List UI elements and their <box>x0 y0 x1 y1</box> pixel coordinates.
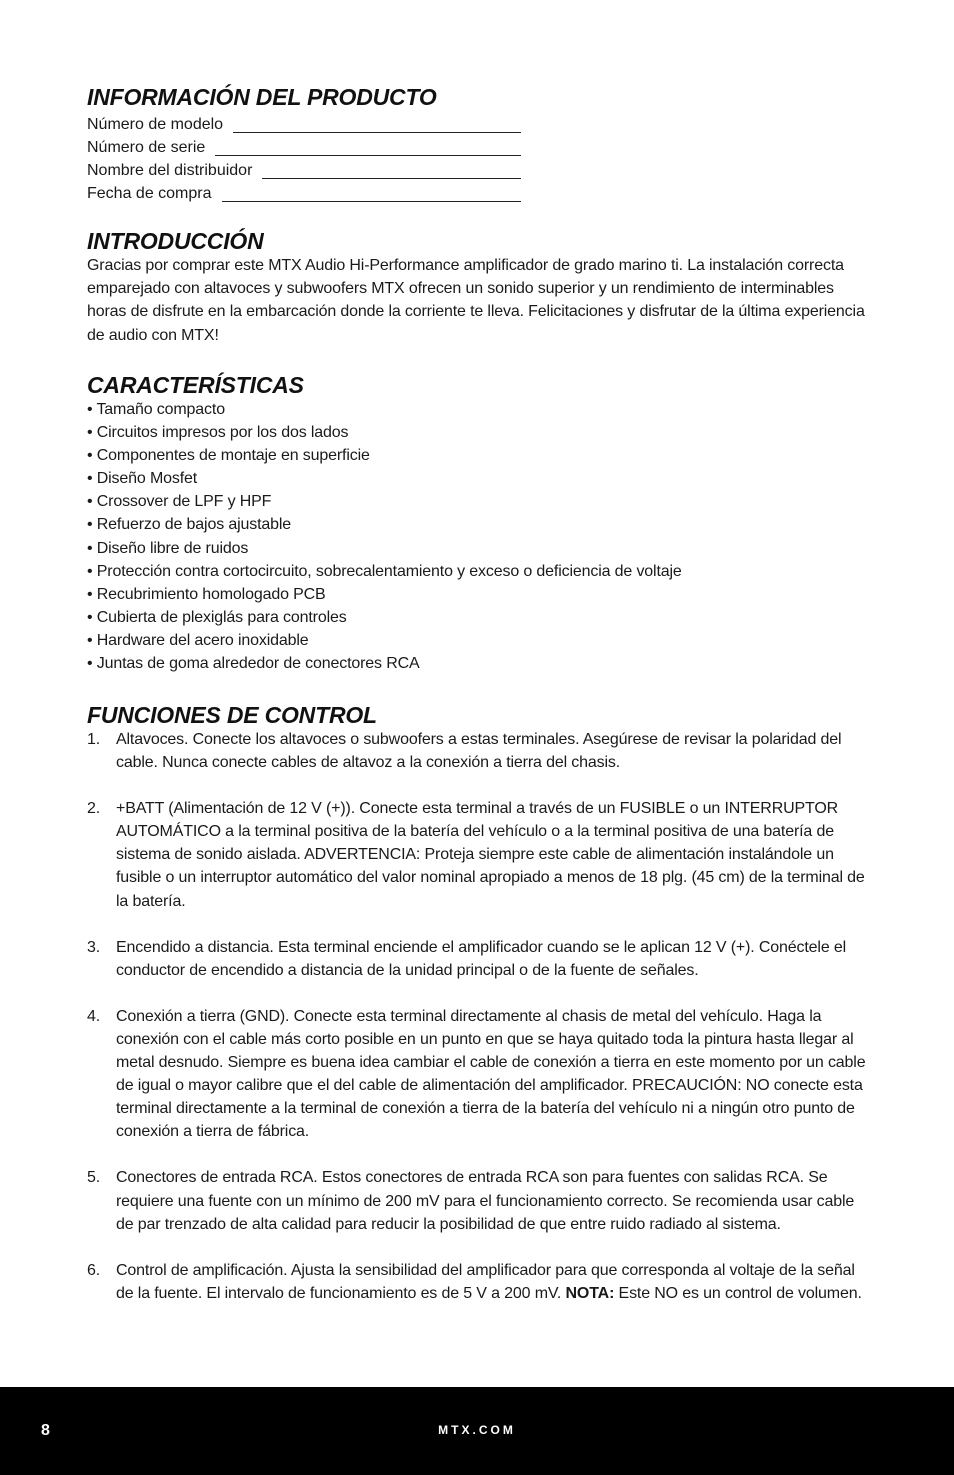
list-item: • Diseño libre de ruidos <box>87 539 249 557</box>
control-item-main-text: Control de amplificación. Ajusta la sensibilidad del amplificador para que corresponda al voltaje de la señal de la fuente. El intervalo de funcionamiento es de 5 V a 200 mV. <box>116 1261 855 1302</box>
list-item: • Cubierta de plexiglás para controles <box>87 608 347 626</box>
page-footer <box>0 1387 954 1475</box>
product-info-heading: INFORMACIÓN DEL PRODUCTO <box>87 84 437 110</box>
list-item: • Diseño Mosfet <box>87 470 198 488</box>
introduction-heading: INTRODUCCIÓN <box>87 228 264 254</box>
page-number: 8 <box>41 1422 50 1439</box>
control-item-text <box>116 1259 868 1305</box>
control-item <box>87 797 868 912</box>
control-item <box>87 1259 868 1305</box>
field-label: Nombre del distribuidor <box>87 162 253 179</box>
field-label: Número de modelo <box>87 116 224 133</box>
distributor-name-field[interactable] <box>87 159 521 182</box>
introduction-text: Gracias por comprar este MTX Audio Hi-Performance amplificador de grado marino ti. La instalación correcta emparejado con altavoces y subwoofers MTX ofrecen un sonido superior y un rendimiento de interminables horas de disfrute en la embarcación donde la corriente te lleva. Felicitaciones y disfrutar de la última experiencia de audio con MTX! <box>87 257 865 344</box>
field-label: Número de serie <box>87 139 206 156</box>
control-item-number: 4. <box>87 1007 101 1025</box>
product-info-fields <box>87 113 521 205</box>
features-section <box>87 372 682 675</box>
control-functions-section <box>87 702 868 1328</box>
field-blank-line <box>262 177 521 179</box>
control-item <box>87 1166 868 1235</box>
control-item-number: 2. <box>87 800 101 818</box>
website-link[interactable]: MTX.COM <box>438 1423 516 1437</box>
field-blank-line <box>222 200 521 202</box>
list-item: • Tamaño compacto <box>87 401 225 418</box>
list-item: • Componentes de montaje en superficie <box>87 447 370 465</box>
field-blank-line <box>233 131 521 133</box>
control-item-text: Encendido a distancia. Esta terminal enciende el amplificador cuando se le aplican 12 V (+). Conéctele el conductor de encendido a distancia de la unidad principal o de la fuente de señales. <box>116 938 847 979</box>
control-item-number: 6. <box>87 1261 101 1279</box>
control-functions-list <box>87 728 868 1305</box>
control-item-text: +BATT (Alimentación de 12 V (+)). Conecte esta terminal a través de un FUSIBLE o un INTERRUPTOR AUTOMÁTICO a la terminal positiva de la batería del vehículo o a la terminal positiva de una batería de sistema de sonido aislada. ADVERTENCIA: Proteja siempre este cable de alimentación instalándole un fusible o un interruptor automático del valor nominal apropiado a menos de 18 plg. (45 cm) de la terminal de la batería. <box>116 800 865 910</box>
control-item-text: Conexión a tierra (GND). Conecte esta terminal directamente al chasis de metal del vehículo. Haga la conexión con el cable más corto posible en un punto en que se haya quitado toda la pintura hasta llegar al metal desnudo. Siempre es buena idea cambiar el cable de conexión a tierra en este momento por un cable de igual o mayor calibre que el del cable de alimentación del amplificador. PRECAUCIÓN: NO conecte esta terminal directamente a la terminal de conexión a tierra de la batería del vehículo ni a ningún otro punto de conexión a tierra de fábrica. <box>116 1007 866 1141</box>
list-item: • Juntas de goma alrededor de conectores RCA <box>87 655 420 673</box>
list-item: • Refuerzo de bajos ajustable <box>87 516 292 534</box>
model-number-field[interactable] <box>87 113 521 136</box>
control-item-number: 5. <box>87 1169 101 1187</box>
purchase-date-field[interactable] <box>87 182 521 205</box>
list-item: • Crossover de LPF y HPF <box>87 493 272 511</box>
control-item-number: 3. <box>87 938 101 956</box>
list-item: • Circuitos impresos por los dos lados <box>87 424 349 442</box>
control-item <box>87 1005 868 1144</box>
product-info-section <box>87 84 521 205</box>
control-item <box>87 936 868 982</box>
list-item: • Hardware del acero inoxidable <box>87 631 309 649</box>
list-item: • Recubrimiento homologado PCB <box>87 585 326 603</box>
field-blank-line <box>215 154 521 156</box>
note-text: Este NO es un control de volumen. <box>614 1284 862 1302</box>
control-item-text: Conectores de entrada RCA. Estos conectores de entrada RCA son para fuentes con salidas RCA. Se requiere una fuente con un mínimo de 200 mV para el funcionamiento correcto. Se recomienda usar cable de par trenzado de alta calidad para reducir la posibilidad de que entre ruido radiado al sistema. <box>116 1169 855 1233</box>
features-list <box>87 398 682 675</box>
features-heading: CARACTERÍSTICAS <box>87 372 304 398</box>
control-functions-heading: FUNCIONES DE CONTROL <box>87 702 377 728</box>
list-item: • Protección contra cortocircuito, sobrecalentamiento y exceso o deficiencia de voltaje <box>87 562 682 580</box>
note-label: NOTA: <box>565 1284 615 1302</box>
introduction-section <box>87 228 867 347</box>
serial-number-field[interactable] <box>87 136 521 159</box>
control-item-text: Altavoces. Conecte los altavoces o subwoofers a estas terminales. Asegúrese de revisar la polaridad del cable. Nunca conecte cables de altavoz a la conexión a tierra del chasis. <box>116 731 842 772</box>
control-item <box>87 728 868 774</box>
field-label: Fecha de compra <box>87 185 212 202</box>
control-item-number: 1. <box>87 731 101 748</box>
